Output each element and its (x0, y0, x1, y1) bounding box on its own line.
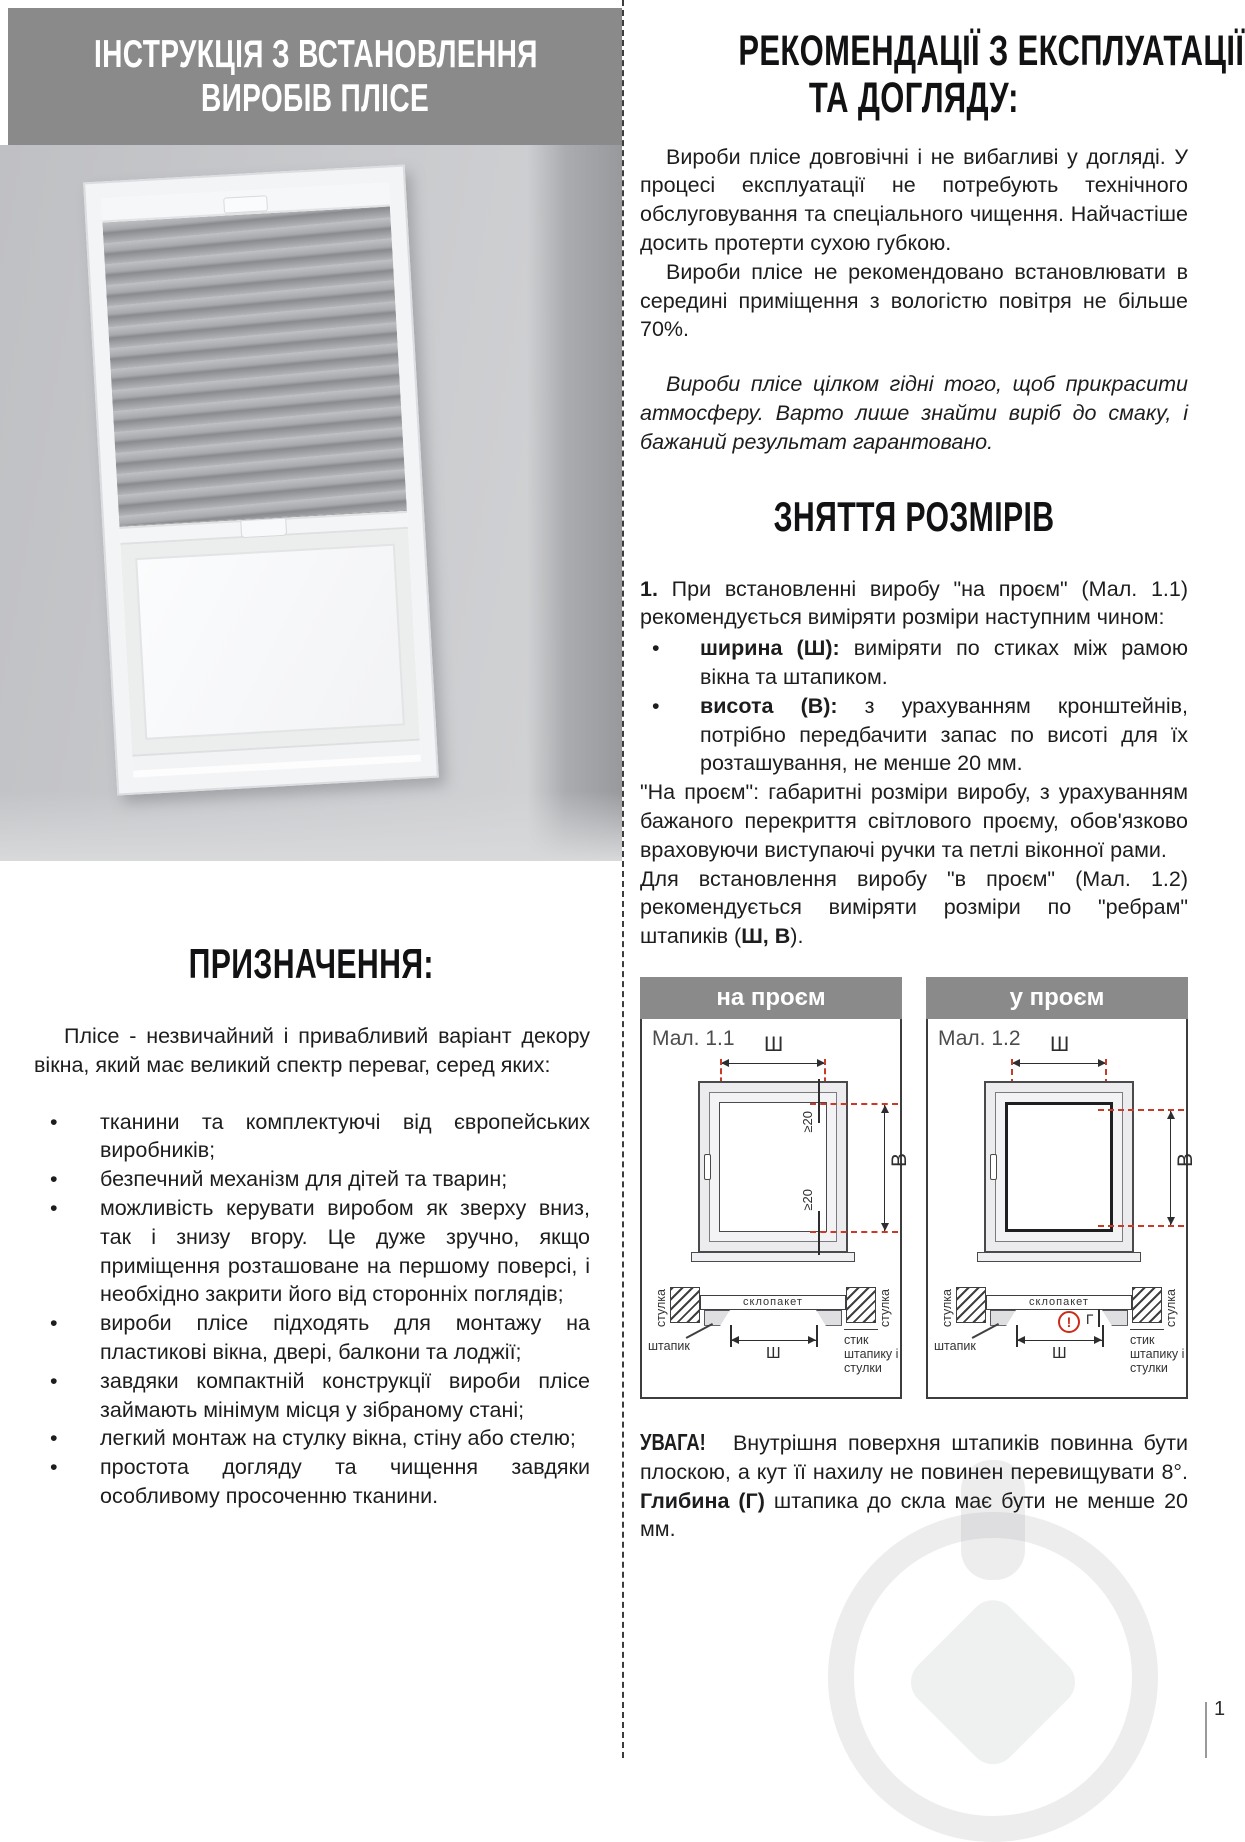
wall-floor-light (0, 791, 622, 861)
width-dim-label: Ш (1050, 1032, 1070, 1056)
height-dim-label: В (1174, 1152, 1197, 1167)
depth-arrow (1098, 1309, 1100, 1327)
height-dimension-arrow (1170, 1111, 1171, 1225)
window-inner (101, 182, 421, 777)
width-dimension-arrow (1012, 1063, 1106, 1064)
dim-tick (816, 1325, 818, 1347)
dim-tick (1102, 1325, 1104, 1347)
gap-arrow-bottom (818, 1211, 820, 1255)
product-photo (0, 145, 622, 861)
page-number-rule (1205, 1702, 1207, 1758)
list-item: • легкий монтаж на стулку вікна, стіну або стелю; (34, 1424, 590, 1453)
sash-left-label: стулка (940, 1288, 954, 1328)
list-item: • ширина (Ш): виміряти по стиках між рамою вікна та штапиком. (640, 634, 1188, 692)
joint-leader-line (1130, 1329, 1164, 1331)
section-width-label: Ш (766, 1344, 781, 1362)
bead-left (704, 1310, 730, 1326)
window-glass (120, 529, 419, 755)
cross-section (648, 1285, 899, 1393)
v-proem-paragraph: Для встановлення виробу "в проєм" (Мал. 1.2) рекомендується виміряти розміри по "ребрам" штапиків (Ш, В). (640, 866, 1188, 949)
window-sill (977, 1252, 1141, 1262)
wall-reveal-shadow (527, 145, 622, 861)
list-item: • вироби плісе підходять для монтажу на пластикові вікна, двері, балкони та лоджії; (34, 1309, 590, 1367)
window-frame-inner (995, 1092, 1123, 1242)
panel-header: у проєм (926, 977, 1188, 1019)
list-item: • завдяки компактній конструкції вироби плісе займають мінімум місця у зібраному стані; (34, 1367, 590, 1425)
step-number: 1. (640, 576, 658, 601)
watermark-logo-icon (828, 1512, 1158, 1842)
column-divider (622, 0, 624, 1758)
left-header-line1: ІНСТРУКЦІЯ З ВСТАНОВЛЕННЯ (93, 32, 538, 76)
sash-right-label: стулка (1164, 1288, 1178, 1328)
warning-icon: ! (1058, 1311, 1080, 1333)
panel-na-proem (640, 977, 911, 1399)
depth-label: Г (1086, 1311, 1094, 1327)
bead-label: штапик (934, 1338, 976, 1353)
section-width-arrow (731, 1340, 816, 1341)
attention-paragraph: УВАГА! Внутрішня поверхня штапиків повинна бути плоскою, а кут її нахилу не повинен перевищувати 8°. Глибина (Г) штапика до скла має бути не менше 20 мм. (640, 1428, 1188, 1542)
window-sill (691, 1252, 855, 1262)
list-item: • тканини та комплектуючі від європейських виробників; (34, 1108, 590, 1166)
panel-header: на проєм (640, 977, 902, 1019)
attention-label: УВАГА! (640, 1428, 706, 1455)
height-dim-label: В (888, 1152, 911, 1167)
figure-1-2 (926, 1019, 1197, 1399)
joint-label: стик штапику і стулки (844, 1332, 899, 1375)
window-with-pleated-blind (83, 164, 439, 795)
min-gap-bottom-label: ≥20 (800, 1188, 815, 1211)
figure-label: Мал. 1.1 (652, 1026, 735, 1050)
purpose-text-block (34, 1022, 590, 1511)
figure-label: Мал. 1.2 (938, 1026, 1021, 1050)
list-item: • висота (В): з урахуванням кронштейнів, потрібно передбачити запас по висоті для їх розташування, не менше 20 мм. (640, 692, 1188, 778)
bead-right (816, 1310, 842, 1326)
care-title-line1: РЕКОМЕНДАЦІЇ З ЕКСПЛУАТАЦІЇ (738, 27, 1245, 75)
figure-1-1 (640, 1019, 911, 1399)
na-proem-paragraph: "На проєм": габаритні розміри виробу, з урахуванням бажаного перекриття світлового проєму, обов'язково враховуючи виступаючі ручки та петлі віконної рами. (640, 780, 1188, 862)
sash-left-hatch (956, 1287, 986, 1323)
red-guide-bottom (1098, 1225, 1184, 1227)
list-item: • простота догляду та чищення завдяки особливому просоченню тканини. (34, 1453, 590, 1511)
height-dimension-arrow (884, 1105, 885, 1231)
sash-right-hatch (846, 1287, 876, 1323)
measuring-title: ЗНЯТТЯ РОЗМІРІВ (773, 492, 1055, 540)
figure-panels (640, 977, 1197, 1399)
red-guide-bottom (810, 1231, 898, 1233)
page-number: 1 (1214, 1698, 1226, 1720)
bead-leader-line (686, 1323, 713, 1338)
width-dim-label: Ш (764, 1032, 784, 1056)
left-header-line2: ВИРОБІВ ПЛІСЕ (200, 76, 430, 120)
pleated-fabric (102, 206, 407, 527)
sash-left-label: стулка (654, 1288, 668, 1328)
joint-leader-line (844, 1329, 878, 1331)
bead-left (990, 1310, 1016, 1326)
care-paragraph-1: Вироби плісе довговічні і не вибагливі у догляді. У процесі експлуатації не потребують технічного обслуговування та спеціального чищення. Найчастіше досить протерти сухою губкою. (640, 144, 1188, 255)
measuring-step-1 (640, 575, 1188, 633)
width-dimension-arrow (721, 1063, 825, 1064)
sash-left-hatch (670, 1287, 700, 1323)
list-item: • можливість керувати виробом як зверху вниз, так і знизу вгору. Це дуже зручно, якщо приміщення розташоване на першому поверсі, і необхідно закрити його від сторонніх поглядів; (34, 1194, 590, 1309)
right-column (640, 0, 1245, 1544)
panel-u-proem (926, 977, 1197, 1399)
joint-label: стик штапику і стулки (1130, 1332, 1185, 1375)
window-handle (704, 1154, 711, 1180)
purpose-title: ПРИЗНАЧЕННЯ: (188, 940, 434, 987)
step-text: При встановленні виробу "на проєм" (Мал. 1.1) рекомендується виміряти розміри наступним чином: (640, 576, 1188, 630)
sash-right-label: стулка (878, 1288, 892, 1328)
bead-label: штапик (648, 1338, 690, 1353)
window-frame (984, 1081, 1134, 1253)
list-item: • безпечний механізм для дітей та тварин; (34, 1165, 590, 1194)
left-header-banner (8, 8, 622, 145)
gap-arrow-top (818, 1079, 820, 1123)
blind-top-tab (223, 195, 268, 213)
cross-section (934, 1285, 1185, 1393)
care-paragraph-2: Вироби плісе не рекомендовано встановлювати в середині приміщення з вологістю повітря не більше 70%. (640, 259, 1188, 342)
window-sash-bead-edge (1005, 1102, 1113, 1232)
watermark-core (901, 1590, 1085, 1774)
sash-right-hatch (1132, 1287, 1162, 1323)
care-title (640, 27, 1245, 123)
window-frame (698, 1081, 848, 1253)
care-title-line2: ТА ДОГЛЯДУ: (808, 74, 1020, 123)
glazing-bar: склопакет (700, 1295, 846, 1310)
measuring-bullet-list (640, 634, 1188, 778)
glazing-bar: склопакет (986, 1295, 1132, 1310)
glass-pane (135, 544, 405, 740)
section-width-label: Ш (1052, 1344, 1067, 1362)
purpose-intro: Плісе - незвичайний і привабливий варіант декору вікна, який має великий спектр переваг, серед яких: (34, 1024, 590, 1077)
purpose-bullet-list (34, 1108, 590, 1511)
care-paragraph-3: Вироби плісе цілком гідні того, щоб прикрасити атмосферу. Варто лише знайти виріб до смаку, і бажаний результат гарантовано. (640, 372, 1188, 454)
window-handle (990, 1154, 997, 1180)
min-gap-top-label: ≥20 (800, 1110, 815, 1133)
bead-right (1102, 1310, 1128, 1326)
section-width-arrow (1017, 1340, 1102, 1341)
bead-leader-line (972, 1323, 999, 1338)
